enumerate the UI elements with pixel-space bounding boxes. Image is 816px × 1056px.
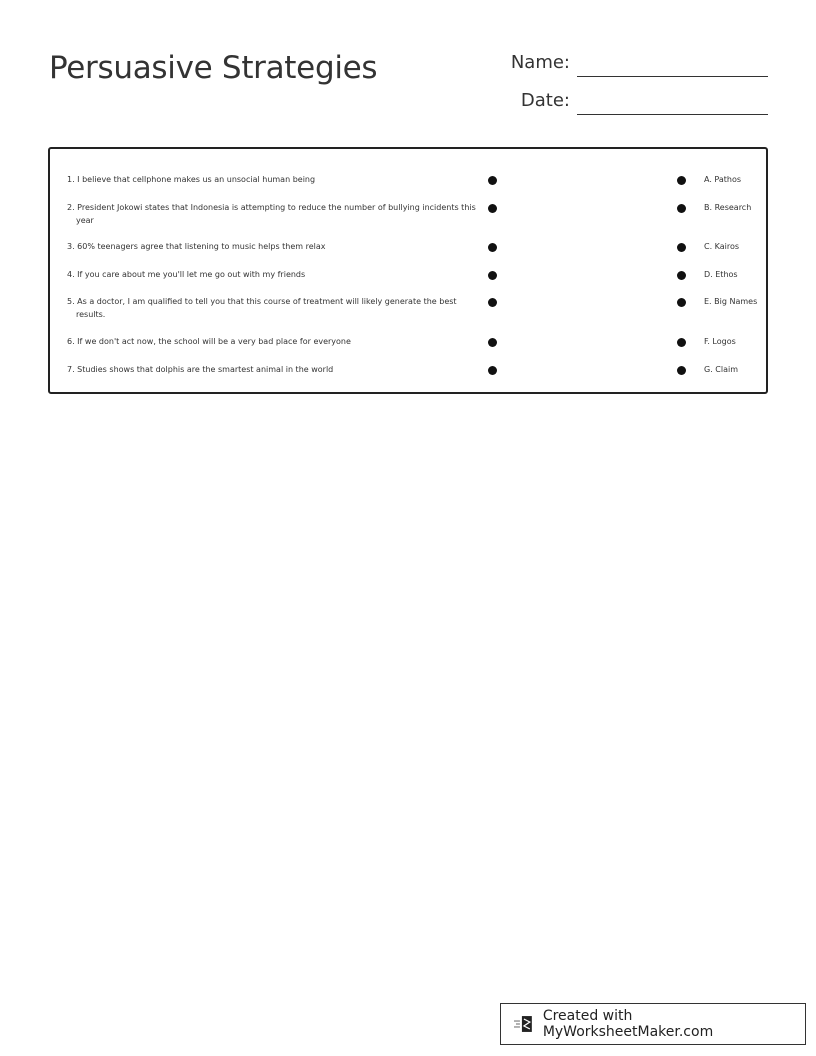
answer-text: F. Logos <box>704 337 736 346</box>
question-text: 3. 60% teenagers agree that listening to music helps them relax <box>67 242 326 251</box>
question-dot[interactable] <box>488 204 497 213</box>
question-dot[interactable] <box>488 271 497 280</box>
answer-dot[interactable] <box>677 204 686 213</box>
answer-text: C. Kairos <box>704 242 740 251</box>
answer-dot[interactable] <box>677 243 686 252</box>
answer-text: A. Pathos <box>704 175 742 184</box>
name-field-line[interactable] <box>577 76 768 77</box>
answer-text: E. Big Names <box>704 297 758 306</box>
question-dot[interactable] <box>488 338 497 347</box>
answer-dot[interactable] <box>677 366 686 375</box>
answer-dot[interactable] <box>677 271 686 280</box>
question-text: 5. As a doctor, I am qualified to tell you that this course of treatment will likely generate the best results. <box>67 297 457 319</box>
question-text: 2. President Jokowi states that Indonesia is attempting to reduce the number of bullying incidents this year <box>67 203 476 225</box>
matching-box <box>48 147 768 394</box>
question-text: 6. If we don't act now, the school will be a very bad place for everyone <box>67 337 351 346</box>
date-field-line[interactable] <box>577 114 768 115</box>
question-text: 1. I believe that cellphone makes us an unsocial human being <box>67 175 316 184</box>
answer-text: B. Research <box>704 203 752 212</box>
footer-text: Created with MyWorksheetMaker.com <box>542 1008 714 1040</box>
question-dot[interactable] <box>488 366 497 375</box>
question-dot[interactable] <box>488 243 497 252</box>
answer-dot[interactable] <box>677 176 686 185</box>
answer-text: D. Ethos <box>704 270 738 279</box>
footer-credit <box>500 1003 806 1045</box>
question-dot[interactable] <box>488 176 497 185</box>
worksheet-maker-logo-icon <box>513 1013 535 1035</box>
answer-dot[interactable] <box>677 298 686 307</box>
name-label: Name: <box>510 52 570 73</box>
page-title: Persuasive Strategies <box>49 50 378 86</box>
answer-text: G. Claim <box>704 365 739 374</box>
question-dot[interactable] <box>488 298 497 307</box>
date-label: Date: <box>520 90 570 111</box>
question-text: 7. Studies shows that dolphis are the smartest animal in the world <box>67 365 334 374</box>
answer-dot[interactable] <box>677 338 686 347</box>
question-text: 4. If you care about me you'll let me go out with my friends <box>67 270 306 279</box>
